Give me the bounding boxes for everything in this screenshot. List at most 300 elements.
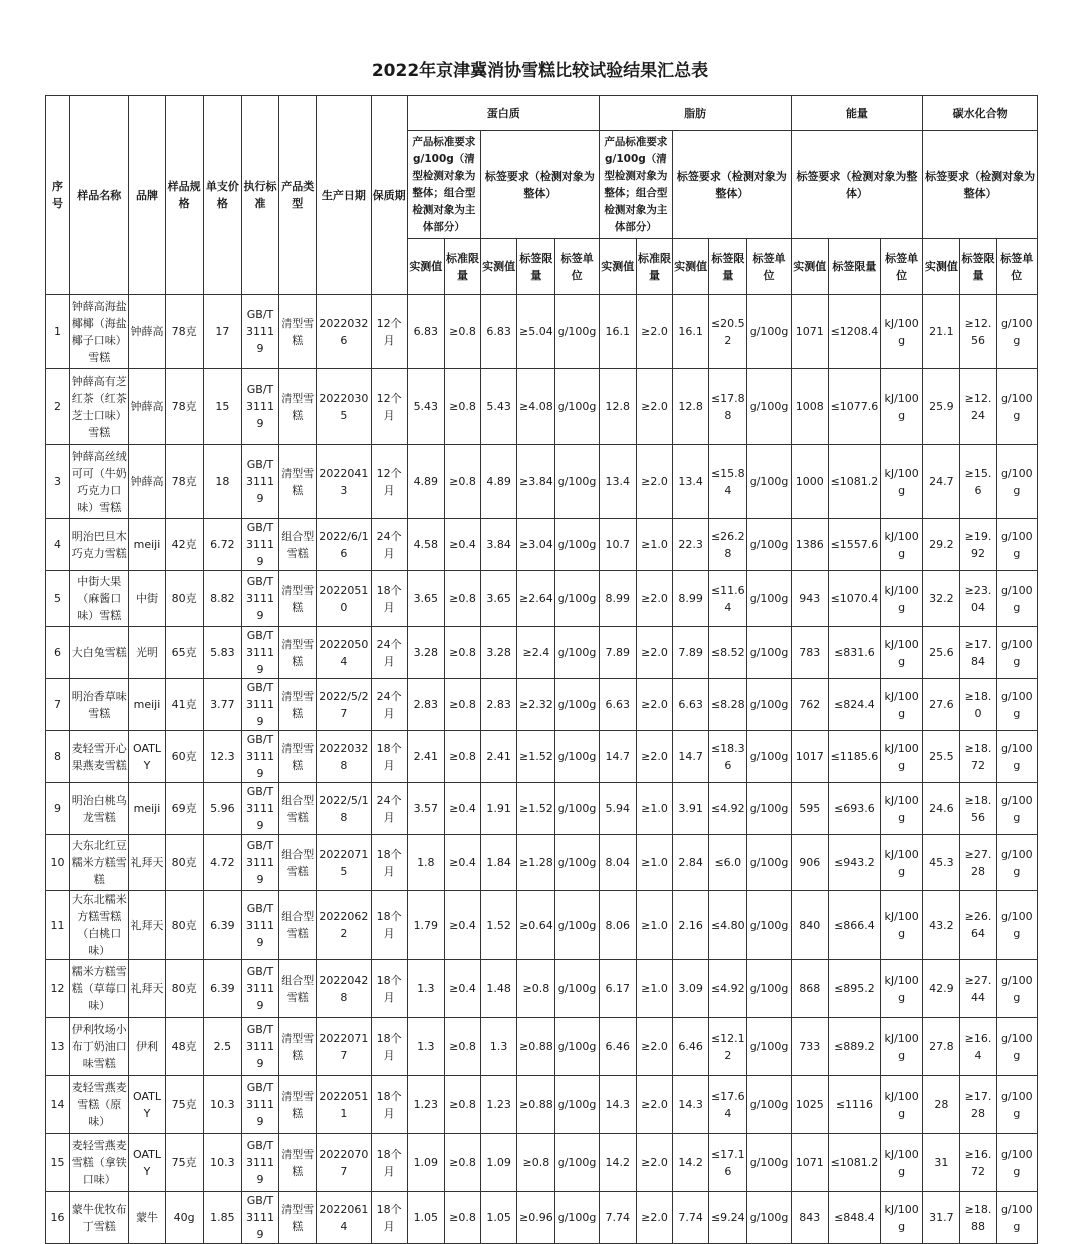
- table-cell: 8.06: [599, 891, 636, 960]
- table-cell: 78克: [165, 445, 203, 519]
- table-cell: 大白兔雪糕: [70, 627, 129, 679]
- table-cell: 14.2: [673, 1134, 709, 1192]
- subheader-fat-measured: 实测值: [599, 239, 636, 295]
- table-cell: ≥27.28: [960, 835, 996, 891]
- table-cell: 1025: [791, 1076, 828, 1134]
- subheader-protein-label-limit: 标签限量: [517, 239, 555, 295]
- header-standard: 执行标准: [241, 96, 278, 295]
- table-cell: 868: [791, 960, 828, 1018]
- table-cell: g/100g: [555, 679, 599, 731]
- table-cell: 大东北糯米方糕雪糕（白桃口味）: [70, 891, 129, 960]
- table-cell: kJ/100g: [881, 1192, 923, 1244]
- table-cell: 1.48: [481, 960, 517, 1018]
- table-cell: g/100g: [555, 1018, 599, 1076]
- table-cell: 18个月: [371, 1076, 407, 1134]
- table-cell: 16: [46, 1192, 70, 1244]
- table-cell: g/100g: [555, 571, 599, 627]
- table-cell: 组合型雪糕: [279, 783, 317, 835]
- table-cell: ≥0.8: [517, 1134, 555, 1192]
- header-brand: 品牌: [129, 96, 165, 295]
- table-cell: kJ/100g: [881, 571, 923, 627]
- table-cell: 1.05: [481, 1192, 517, 1244]
- table-cell: 清型雪糕: [279, 445, 317, 519]
- table-cell: 清型雪糕: [279, 1134, 317, 1192]
- subheader-protein-measured: 实测值: [407, 239, 444, 295]
- table-cell: 27.8: [923, 1018, 960, 1076]
- table-cell: g/100g: [747, 783, 791, 835]
- subheader-fat-label-measured: 实测值: [673, 239, 709, 295]
- table-cell: 3.09: [673, 960, 709, 1018]
- table-cell: ≥2.0: [636, 627, 672, 679]
- table-cell: 2.41: [481, 731, 517, 783]
- table-cell: kJ/100g: [881, 627, 923, 679]
- table-cell: 1017: [791, 731, 828, 783]
- subheader-fat-label-limit: 标签限量: [709, 239, 747, 295]
- table-cell: ≥17.28: [960, 1076, 996, 1134]
- table-cell: ≥0.8: [444, 1018, 480, 1076]
- table-cell: ≥17.84: [960, 627, 996, 679]
- table-cell: 24.6: [923, 783, 960, 835]
- header-energy: 能量: [791, 96, 923, 131]
- table-cell: meiji: [129, 783, 165, 835]
- table-cell: 24.7: [923, 445, 960, 519]
- table-cell: 69克: [165, 783, 203, 835]
- subheader-fat-label-unit: 标签单位: [747, 239, 791, 295]
- table-cell: 6.39: [203, 960, 241, 1018]
- table-cell: 2.83: [481, 679, 517, 731]
- table-cell: ≥16.72: [960, 1134, 996, 1192]
- table-cell: ≥0.4: [444, 783, 480, 835]
- table-cell: 78克: [165, 295, 203, 369]
- table-cell: 麦轻雪燕麦雪糕（原味）: [70, 1076, 129, 1134]
- table-cell: 清型雪糕: [279, 731, 317, 783]
- table-cell: kJ/100g: [881, 835, 923, 891]
- table-cell: kJ/100g: [881, 369, 923, 445]
- table-cell: 3.77: [203, 679, 241, 731]
- table-cell: 麦轻雪开心果燕麦雪糕: [70, 731, 129, 783]
- table-cell: ≥0.64: [517, 891, 555, 960]
- table-row: [46, 1134, 1038, 1192]
- table-cell: 伊利: [129, 1018, 165, 1076]
- table-cell: ≥0.8: [444, 1076, 480, 1134]
- table-cell: ≤17.88: [709, 369, 747, 445]
- table-cell: ≥16.4: [960, 1018, 996, 1076]
- table-cell: ≥0.96: [517, 1192, 555, 1244]
- table-cell: g/100g: [555, 1192, 599, 1244]
- table-cell: g/100g: [747, 1076, 791, 1134]
- table-cell: GB/T 31119: [241, 295, 278, 369]
- table-cell: 80克: [165, 835, 203, 891]
- table-cell: 6.63: [599, 679, 636, 731]
- table-cell: 1.79: [407, 891, 444, 960]
- table-cell: ≤20.52: [709, 295, 747, 369]
- table-cell: ≤1077.6: [828, 369, 880, 445]
- table-cell: 28: [923, 1076, 960, 1134]
- table-cell: 钟薛高丝绒可可（牛奶巧克力口味）雪糕: [70, 445, 129, 519]
- table-cell: 蒙牛优牧布丁雪糕: [70, 1192, 129, 1244]
- subheader-carb-measured: 实测值: [923, 239, 960, 295]
- table-cell: ≥2.0: [636, 295, 672, 369]
- table-cell: ≥0.88: [517, 1018, 555, 1076]
- table-cell: 3.65: [481, 571, 517, 627]
- table-cell: ≤17.64: [709, 1076, 747, 1134]
- table-cell: 礼拜天: [129, 835, 165, 891]
- table-cell: ≥5.04: [517, 295, 555, 369]
- table-cell: 明治巴旦木巧克力雪糕: [70, 519, 129, 571]
- table-cell: 18个月: [371, 960, 407, 1018]
- table-cell: g/100g: [747, 571, 791, 627]
- table-cell: 6.63: [673, 679, 709, 731]
- table-cell: 20220305: [317, 369, 371, 445]
- table-cell: 3.28: [407, 627, 444, 679]
- table-cell: 12: [46, 960, 70, 1018]
- table-cell: ≤12.12: [709, 1018, 747, 1076]
- table-cell: ≥2.0: [636, 369, 672, 445]
- table-cell: GB/T 31119: [241, 1018, 278, 1076]
- table-cell: ≥0.8: [444, 1134, 480, 1192]
- table-cell: 21.1: [923, 295, 960, 369]
- table-cell: g/100g: [996, 571, 1037, 627]
- table-cell: 6.83: [481, 295, 517, 369]
- header-carb-label-req: 标签要求（检测对象为整体）: [923, 131, 1038, 239]
- table-cell: 钟薛高有芝红茶（红茶芝士口味）雪糕: [70, 369, 129, 445]
- table-cell: meiji: [129, 679, 165, 731]
- header-type: 产品类型: [279, 96, 317, 295]
- table-cell: 2.41: [407, 731, 444, 783]
- table-cell: 大东北红豆糯米方糕雪糕: [70, 835, 129, 891]
- table-cell: ≤943.2: [828, 835, 880, 891]
- table-cell: 18个月: [371, 1134, 407, 1192]
- header-energy-label-req: 标签要求（检测对象为整体）: [791, 131, 923, 239]
- table-cell: 1.3: [481, 1018, 517, 1076]
- table-cell: g/100g: [555, 1134, 599, 1192]
- table-cell: ≥18.88: [960, 1192, 996, 1244]
- table-cell: 8.99: [673, 571, 709, 627]
- table-cell: 24个月: [371, 519, 407, 571]
- table-cell: 20220707: [317, 1134, 371, 1192]
- table-cell: kJ/100g: [881, 679, 923, 731]
- table-cell: 18个月: [371, 891, 407, 960]
- table-cell: 明治香草味雪糕: [70, 679, 129, 731]
- table-cell: 20220326: [317, 295, 371, 369]
- table-cell: g/100g: [555, 627, 599, 679]
- table-cell: 20220717: [317, 1018, 371, 1076]
- table-cell: 1.8: [407, 835, 444, 891]
- table-cell: ≥1.28: [517, 835, 555, 891]
- table-cell: OATLY: [129, 1134, 165, 1192]
- table-cell: 12个月: [371, 295, 407, 369]
- table-cell: g/100g: [996, 835, 1037, 891]
- table-cell: ≤1081.2: [828, 445, 880, 519]
- table-cell: 5.43: [481, 369, 517, 445]
- table-cell: g/100g: [555, 519, 599, 571]
- table-cell: 礼拜天: [129, 960, 165, 1018]
- table-cell: 25.6: [923, 627, 960, 679]
- table-cell: 20220428: [317, 960, 371, 1018]
- table-cell: ≥2.32: [517, 679, 555, 731]
- table-cell: ≤824.4: [828, 679, 880, 731]
- table-cell: 4.58: [407, 519, 444, 571]
- table-cell: 14.3: [599, 1076, 636, 1134]
- table-cell: 20220504: [317, 627, 371, 679]
- table-row: [46, 519, 1038, 571]
- table-cell: 80克: [165, 891, 203, 960]
- table-cell: g/100g: [996, 519, 1037, 571]
- table-cell: 7: [46, 679, 70, 731]
- table-cell: 20220614: [317, 1192, 371, 1244]
- table-cell: 3.84: [481, 519, 517, 571]
- table-cell: GB/T 31119: [241, 960, 278, 1018]
- results-body: [46, 295, 1038, 1244]
- table-cell: GB/T 31119: [241, 369, 278, 445]
- table-cell: g/100g: [555, 369, 599, 445]
- table-cell: g/100g: [996, 891, 1037, 960]
- table-cell: 43.2: [923, 891, 960, 960]
- table-cell: 1.85: [203, 1192, 241, 1244]
- table-row: [46, 835, 1038, 891]
- table-cell: 中街: [129, 571, 165, 627]
- table-cell: 13: [46, 1018, 70, 1076]
- table-cell: 5: [46, 571, 70, 627]
- table-cell: g/100g: [996, 1076, 1037, 1134]
- table-cell: g/100g: [996, 1192, 1037, 1244]
- table-cell: ≥2.0: [636, 1134, 672, 1192]
- table-cell: 1.3: [407, 960, 444, 1018]
- table-cell: g/100g: [996, 295, 1037, 369]
- table-cell: 31.7: [923, 1192, 960, 1244]
- table-cell: 78克: [165, 369, 203, 445]
- table-cell: 10.3: [203, 1134, 241, 1192]
- table-cell: 2.84: [673, 835, 709, 891]
- table-cell: g/100g: [747, 445, 791, 519]
- table-cell: 6.46: [673, 1018, 709, 1076]
- table-cell: g/100g: [996, 1018, 1037, 1076]
- table-cell: kJ/100g: [881, 1076, 923, 1134]
- table-cell: 2022/6/16: [317, 519, 371, 571]
- table-cell: 糯米方糕雪糕（草莓口味）: [70, 960, 129, 1018]
- table-cell: 清型雪糕: [279, 295, 317, 369]
- table-cell: 14.2: [599, 1134, 636, 1192]
- table-cell: 24个月: [371, 627, 407, 679]
- table-cell: 80克: [165, 960, 203, 1018]
- table-cell: 906: [791, 835, 828, 891]
- table-cell: 75克: [165, 1076, 203, 1134]
- table-cell: 1071: [791, 1134, 828, 1192]
- table-cell: g/100g: [555, 445, 599, 519]
- table-cell: ≥0.8: [444, 1192, 480, 1244]
- table-cell: 1000: [791, 445, 828, 519]
- table-cell: kJ/100g: [881, 731, 923, 783]
- subheader-fat-std-limit: 标准限量: [636, 239, 672, 295]
- table-cell: 光明: [129, 627, 165, 679]
- table-cell: ≤889.2: [828, 1018, 880, 1076]
- header-date: 生产日期: [317, 96, 371, 295]
- table-cell: 5.43: [407, 369, 444, 445]
- table-row: [46, 783, 1038, 835]
- table-cell: 3: [46, 445, 70, 519]
- table-cell: 钟薛高: [129, 369, 165, 445]
- table-cell: ≥1.0: [636, 835, 672, 891]
- table-cell: OATLY: [129, 1076, 165, 1134]
- table-cell: 16.1: [673, 295, 709, 369]
- table-cell: g/100g: [747, 519, 791, 571]
- table-cell: ≥19.92: [960, 519, 996, 571]
- table-cell: ≥1.52: [517, 783, 555, 835]
- table-cell: 24个月: [371, 783, 407, 835]
- table-cell: ≤1070.4: [828, 571, 880, 627]
- table-cell: ≥2.0: [636, 1018, 672, 1076]
- header-price: 单支价格: [203, 96, 241, 295]
- table-cell: meiji: [129, 519, 165, 571]
- table-cell: ≥1.0: [636, 519, 672, 571]
- table-row: [46, 571, 1038, 627]
- table-cell: ≤6.0: [709, 835, 747, 891]
- table-cell: ≥12.24: [960, 369, 996, 445]
- table-cell: kJ/100g: [881, 891, 923, 960]
- table-cell: ≥27.44: [960, 960, 996, 1018]
- table-cell: 1.09: [407, 1134, 444, 1192]
- table-cell: GB/T 31119: [241, 627, 278, 679]
- table-cell: 14.7: [673, 731, 709, 783]
- table-cell: 明治白桃乌龙雪糕: [70, 783, 129, 835]
- table-cell: g/100g: [996, 731, 1037, 783]
- table-row: [46, 731, 1038, 783]
- table-cell: 18: [203, 445, 241, 519]
- table-cell: ≥0.8: [444, 571, 480, 627]
- table-cell: 18个月: [371, 835, 407, 891]
- table-cell: ≤1208.4: [828, 295, 880, 369]
- table-cell: ≤895.2: [828, 960, 880, 1018]
- table-cell: ≤15.84: [709, 445, 747, 519]
- table-cell: 31: [923, 1134, 960, 1192]
- table-cell: 4.72: [203, 835, 241, 891]
- table-cell: 18个月: [371, 1018, 407, 1076]
- table-cell: 25.9: [923, 369, 960, 445]
- table-cell: ≥2.0: [636, 571, 672, 627]
- table-cell: 20220413: [317, 445, 371, 519]
- table-row: [46, 369, 1038, 445]
- table-cell: g/100g: [555, 1076, 599, 1134]
- table-cell: 钟薛高: [129, 445, 165, 519]
- table-cell: ≤1557.6: [828, 519, 880, 571]
- table-cell: 麦轻雪燕麦雪糕（拿铁口味）: [70, 1134, 129, 1192]
- table-cell: GB/T 31119: [241, 1192, 278, 1244]
- table-cell: g/100g: [747, 835, 791, 891]
- table-row: [46, 891, 1038, 960]
- table-cell: 1.84: [481, 835, 517, 891]
- table-cell: ≤1081.2: [828, 1134, 880, 1192]
- table-cell: 14.7: [599, 731, 636, 783]
- table-cell: ≤8.52: [709, 627, 747, 679]
- table-cell: 29.2: [923, 519, 960, 571]
- table-cell: 20220622: [317, 891, 371, 960]
- table-cell: g/100g: [555, 295, 599, 369]
- table-row: [46, 679, 1038, 731]
- table-cell: 清型雪糕: [279, 369, 317, 445]
- table-cell: 礼拜天: [129, 891, 165, 960]
- table-cell: 清型雪糕: [279, 1076, 317, 1134]
- table-cell: ≥23.04: [960, 571, 996, 627]
- table-cell: ≤18.36: [709, 731, 747, 783]
- table-cell: 17: [203, 295, 241, 369]
- table-cell: 48克: [165, 1018, 203, 1076]
- table-cell: 15: [46, 1134, 70, 1192]
- results-table: [45, 95, 1038, 1244]
- table-cell: g/100g: [747, 1192, 791, 1244]
- table-cell: g/100g: [555, 783, 599, 835]
- table-cell: 22.3: [673, 519, 709, 571]
- table-cell: kJ/100g: [881, 519, 923, 571]
- table-cell: 3.65: [407, 571, 444, 627]
- table-cell: ≥0.8: [444, 679, 480, 731]
- table-cell: ≥0.8: [517, 960, 555, 1018]
- table-cell: 45.3: [923, 835, 960, 891]
- header-spec: 样品规格: [165, 96, 203, 295]
- table-cell: ≥2.0: [636, 1076, 672, 1134]
- table-cell: ≤1116: [828, 1076, 880, 1134]
- table-cell: ≥0.8: [444, 445, 480, 519]
- table-cell: g/100g: [996, 960, 1037, 1018]
- table-cell: 1386: [791, 519, 828, 571]
- table-cell: 25.5: [923, 731, 960, 783]
- table-cell: g/100g: [996, 783, 1037, 835]
- table-cell: 3.28: [481, 627, 517, 679]
- table-cell: 80克: [165, 571, 203, 627]
- table-cell: 1.23: [481, 1076, 517, 1134]
- table-cell: 1.52: [481, 891, 517, 960]
- header-carb: 碳水化合物: [923, 96, 1038, 131]
- table-cell: g/100g: [747, 1134, 791, 1192]
- table-cell: ≥2.64: [517, 571, 555, 627]
- table-cell: 8.04: [599, 835, 636, 891]
- table-cell: 24个月: [371, 679, 407, 731]
- table-cell: 7.74: [673, 1192, 709, 1244]
- table-cell: g/100g: [747, 731, 791, 783]
- table-cell: 4.89: [481, 445, 517, 519]
- subheader-energy-label-limit: 标签限量: [828, 239, 880, 295]
- table-cell: ≥26.64: [960, 891, 996, 960]
- table-cell: kJ/100g: [881, 960, 923, 1018]
- table-cell: 5.96: [203, 783, 241, 835]
- table-cell: 42克: [165, 519, 203, 571]
- table-cell: 14: [46, 1076, 70, 1134]
- table-cell: 1008: [791, 369, 828, 445]
- table-cell: 1071: [791, 295, 828, 369]
- table-cell: ≥2.0: [636, 731, 672, 783]
- table-cell: 7.89: [599, 627, 636, 679]
- table-cell: 5.94: [599, 783, 636, 835]
- table-cell: 18个月: [371, 731, 407, 783]
- table-cell: 1.09: [481, 1134, 517, 1192]
- table-cell: 13.4: [599, 445, 636, 519]
- page-title: 2022年京津冀消协雪糕比较试验结果汇总表: [371, 61, 709, 81]
- table-cell: 9: [46, 783, 70, 835]
- table-cell: 10: [46, 835, 70, 891]
- table-cell: ≥0.8: [444, 369, 480, 445]
- table-cell: 6.83: [407, 295, 444, 369]
- table-cell: ≥1.52: [517, 731, 555, 783]
- subheader-protein-label-measured: 实测值: [481, 239, 517, 295]
- table-cell: g/100g: [747, 1018, 791, 1076]
- table-row: [46, 445, 1038, 519]
- header-seq: 序号: [46, 96, 70, 295]
- table-cell: 843: [791, 1192, 828, 1244]
- table-cell: g/100g: [555, 835, 599, 891]
- table-cell: 16.1: [599, 295, 636, 369]
- table-cell: g/100g: [747, 679, 791, 731]
- table-cell: 762: [791, 679, 828, 731]
- table-cell: 733: [791, 1018, 828, 1076]
